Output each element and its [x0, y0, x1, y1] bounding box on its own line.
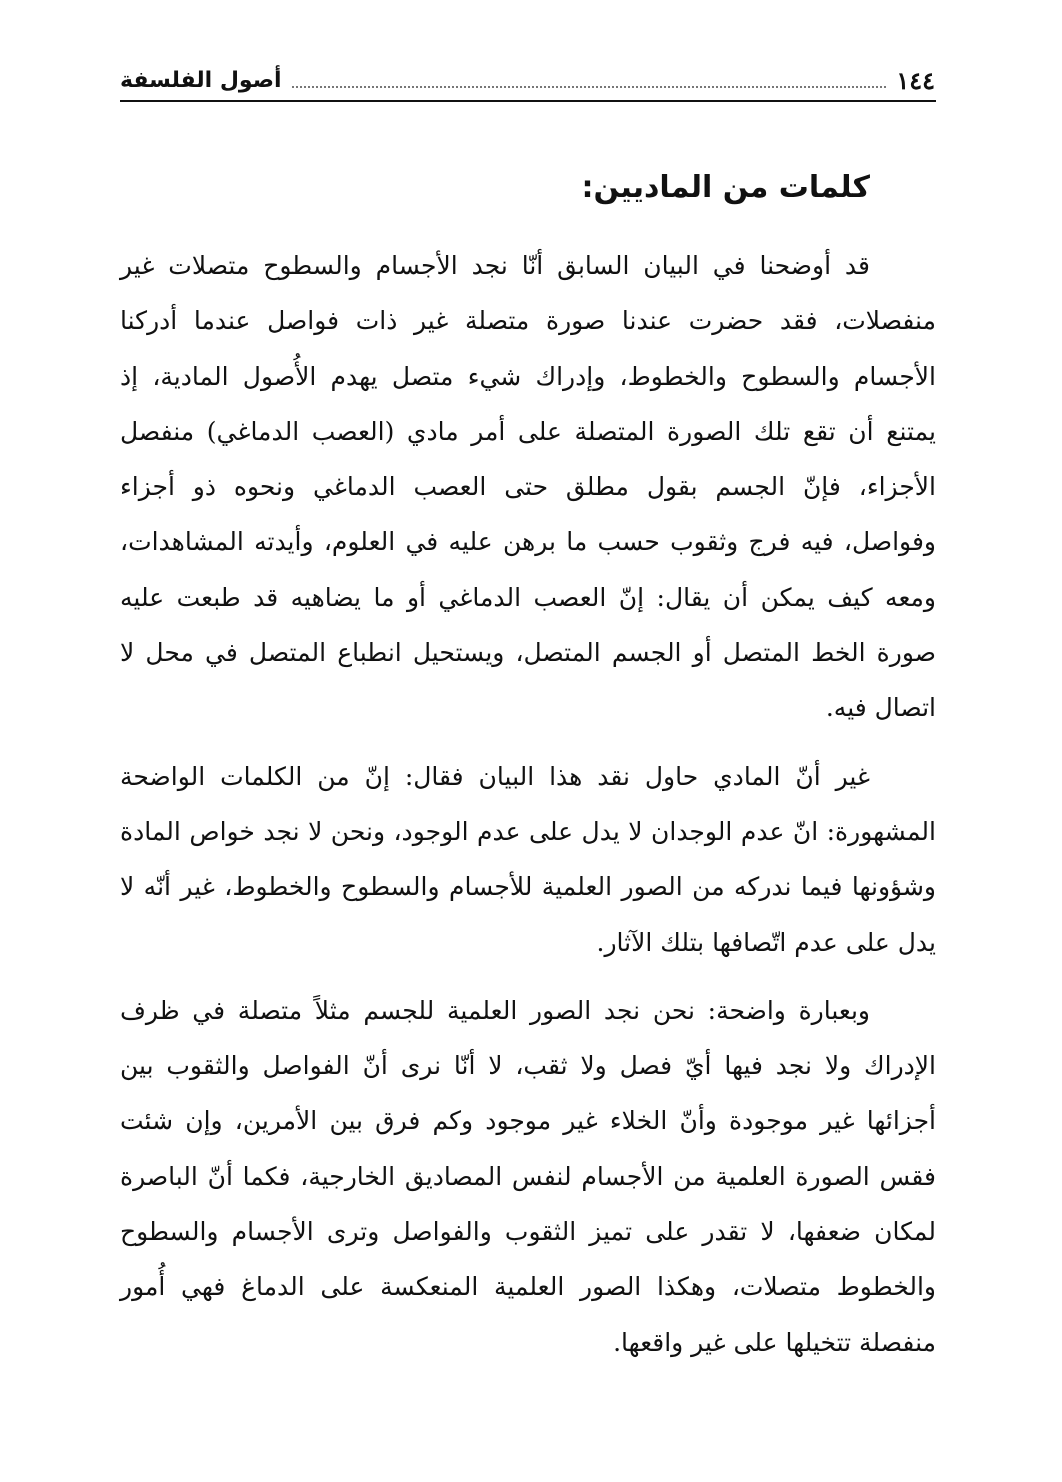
paragraph-2: غير أنّ المادي حاول نقد هذا البيان فقال: إنّ من الكلمات الواضحة المشهورة: انّ عدم الوجدان لا يدل على عدم الوجود، ونحن لا نجد خواص المادة وشؤونها فيما ندركه من الصور العلمية للأجسام والسطوح والخطوط، غير أنّه لا يدل على عدم اتّصافها بتلك الآثار.: [120, 761, 936, 957]
paragraph-3: وبعبارة واضحة: نحن نجد الصور العلمية للجسم مثلاً متصلة في ظرف الإدراك ولا نجد فيها أيّ فصل ولا ثقب، لا أنّا نرى أنّ الفواصل والثقوب بين أجزائها غير موجودة وأنّ الخلاء غير موجود وكم فرق بين الأمرين، وإن شئت فقس الصورة العلمية من الأجسام لنفس المصاديق الخارجية، فكما أنّ الباصرة لمكان ضعفها، لا تقدر على تميز الثقوب والفواصل وترى الأجسام والسطوح والخطوط متصلات، وهكذا الصور العلمية المنعكسة على الدماغ فهي أُمور منفصلة تتخيلها على غير واقعها.: [120, 995, 936, 1357]
section-heading: كلمات من الماديين:: [581, 170, 870, 205]
page-content: [120, 160, 936, 1383]
paragraph-1: قد أوضحنا في البيان السابق أنّا نجد الأجسام والسطوح متصلات غير منفصلات، فقد حضرت عندنا صورة متصلة غير ذات فواصل عندما أدركنا الأجسام والسطوح والخطوط، وإدراك شيء متصل يهدم الأُصول المادية، إذ يمتنع أن تقع تلك الصورة المتصلة على أمر مادي (العصب الدماغي) منفصل الأجزاء، فإنّ الجسم بقول مطلق حتى العصب الدماغي ونحوه ذو أجزاء وفواصل، فيه فرج وثقوب حسب ما برهن عليه في العلوم، وأيدته المشاهدات، ومعه كيف يمكن أن يقال: إنّ العصب الدماغي أو ما يضاهيه قد طبعت عليه صورة الخط المتصل أو الجسم المتصل، ويستحيل انطباع المتصل في محل لا اتصال فيه.: [120, 251, 936, 723]
book-title: أصول الفلسفة: [120, 68, 282, 93]
dotted-leader: [292, 86, 887, 88]
page-number: ١٤٤: [896, 66, 935, 95]
running-header: [120, 52, 935, 96]
header-rule: [120, 100, 936, 102]
